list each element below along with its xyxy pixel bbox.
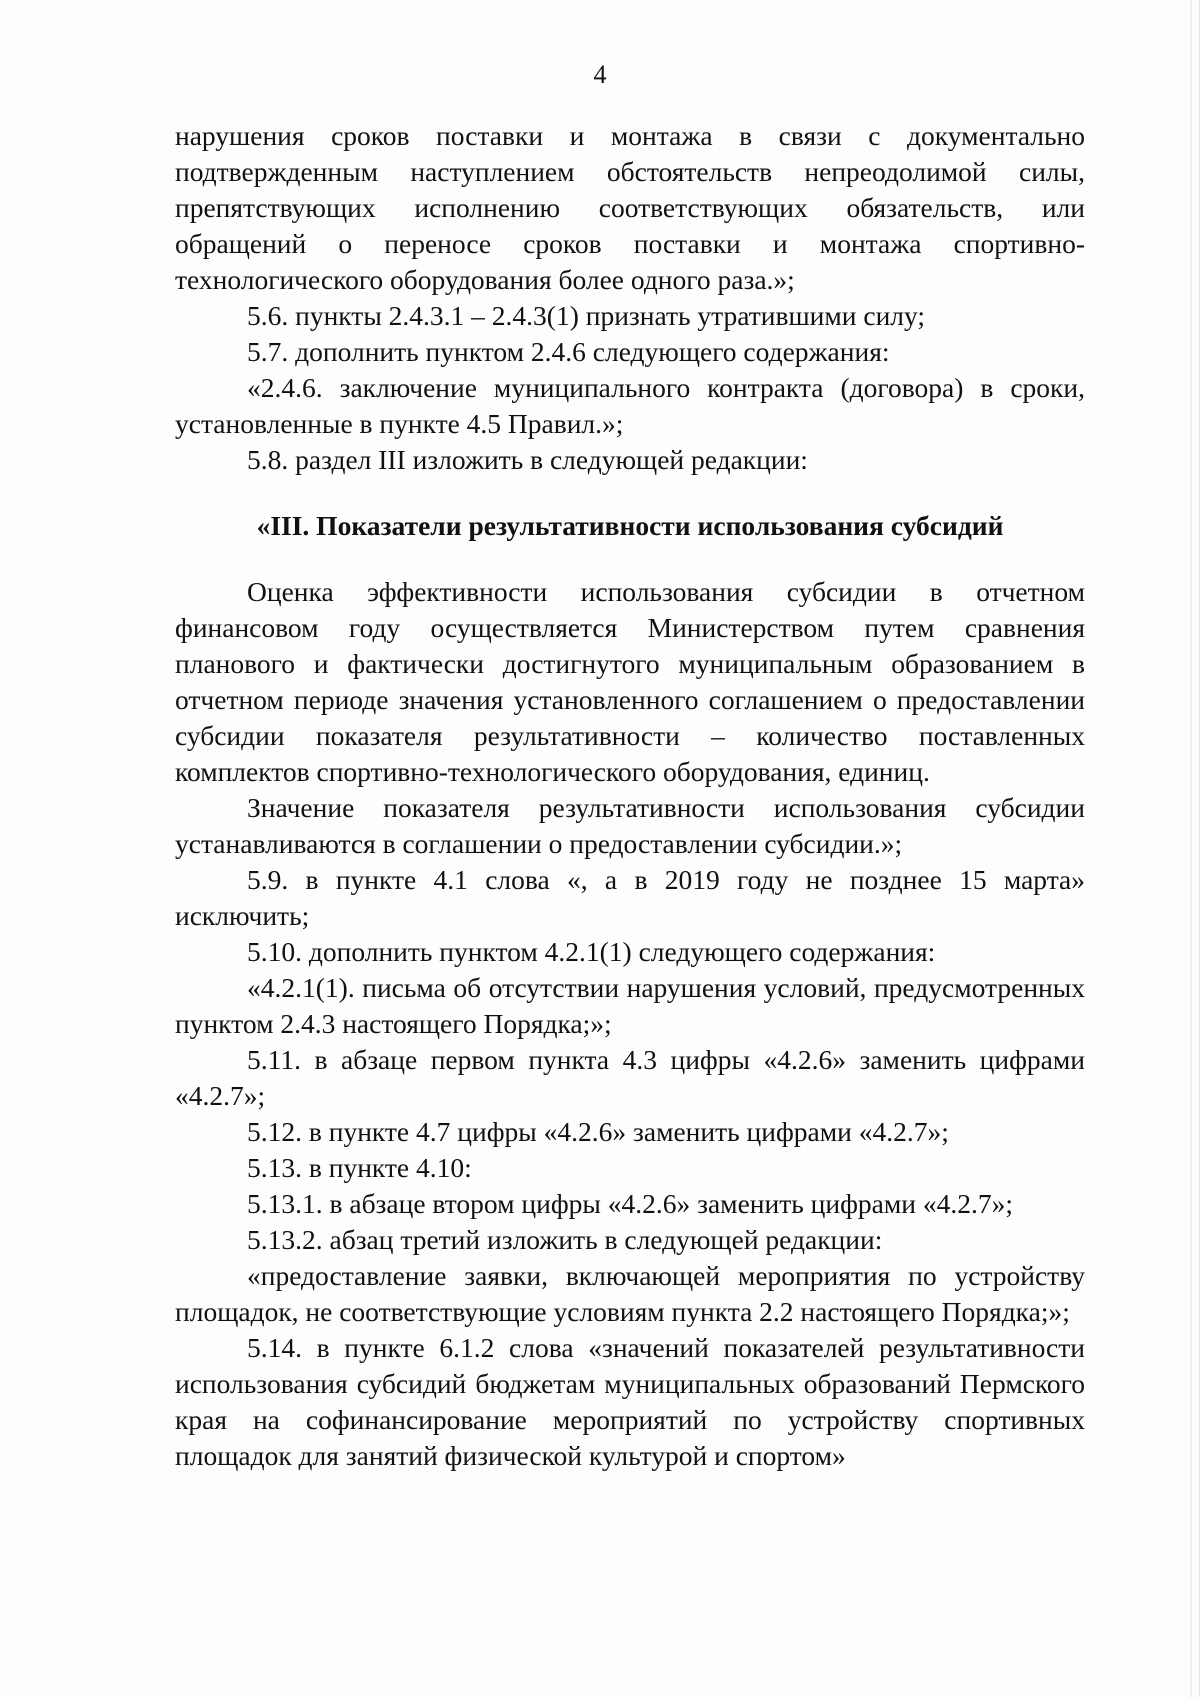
- paragraph: 5.8. раздел III изложить в следующей редакции:: [247, 444, 808, 475]
- paragraph: нарушения сроков поставки и монтажа в связи с документально подтвержденным наступлением обстоятельств непреодолимой силы, препятствующих исполнению соответствующих обязательств, или обращений о переносе сроков поставки и монтажа спортивно-технологического оборудования более одного раза.»;: [175, 120, 1085, 295]
- paragraph: 5.12. в пункте 4.7 цифры «4.2.6» заменить цифрами «4.2.7»;: [247, 1116, 949, 1147]
- paragraph: 5.14. в пункте 6.1.2 слова «значений показателей результативности использования субсидий бюджетам муниципальных образований Пермского края на софинансирование мероприятий по устройству спортивных площадок для занятий физической культурой и спортом»: [175, 1332, 1085, 1471]
- paragraph: 5.13.1. в абзаце втором цифры «4.2.6» заменить цифрами «4.2.7»;: [247, 1188, 1013, 1219]
- paragraph: 5.6. пункты 2.4.3.1 – 2.4.3(1) признать утратившими силу;: [247, 300, 926, 331]
- paragraph: 5.13.2. абзац третий изложить в следующей редакции:: [247, 1224, 883, 1255]
- paragraph: «предоставление заявки, включающей мероприятия по устройству площадок, не соответствующие условиям пункта 2.2 настоящего Порядка;»;: [175, 1260, 1085, 1327]
- document-body: [175, 118, 1085, 1474]
- paragraph: «2.4.6. заключение муниципального контракта (договора) в сроки, установленные в пункте 4.5 Правил.»;: [175, 372, 1085, 439]
- paragraph: Значение показателя результативности использования субсидии устанавливаются в соглашении о предоставлении субсидии.»;: [175, 792, 1085, 859]
- paragraph: «4.2.1(1). письма об отсутствии нарушения условий, предусмотренных пунктом 2.4.3 настоящего Порядка;»;: [175, 972, 1085, 1039]
- paragraphs-after-heading: [175, 574, 1085, 1474]
- page-number: 4: [593, 60, 607, 89]
- section-heading: «III. Показатели результативности использования субсидий: [256, 510, 1004, 541]
- paragraph: Оценка эффективности использования субсидии в отчетном финансовом году осуществляется Министерством путем сравнения планового и фактически достигнутого муниципальным образованием в отчетном периоде значения установленного соглашением о предоставлении субсидии показателя результативности – количество поставленных комплектов спортивно-технологического оборудования, единиц.: [175, 576, 1085, 787]
- paragraph: 5.7. дополнить пунктом 2.4.6 следующего содержания:: [247, 336, 890, 367]
- scan-edge: [1190, 0, 1192, 1697]
- paragraph: 5.9. в пункте 4.1 слова «, а в 2019 году не позднее 15 марта» исключить;: [175, 864, 1085, 931]
- paragraphs-before-heading: [175, 118, 1085, 478]
- paragraph: 5.10. дополнить пунктом 4.2.1(1) следующего содержания:: [247, 936, 936, 967]
- paragraph: 5.11. в абзаце первом пункта 4.3 цифры «4.2.6» заменить цифрами «4.2.7»;: [175, 1044, 1085, 1111]
- paragraph: 5.13. в пункте 4.10:: [247, 1152, 472, 1183]
